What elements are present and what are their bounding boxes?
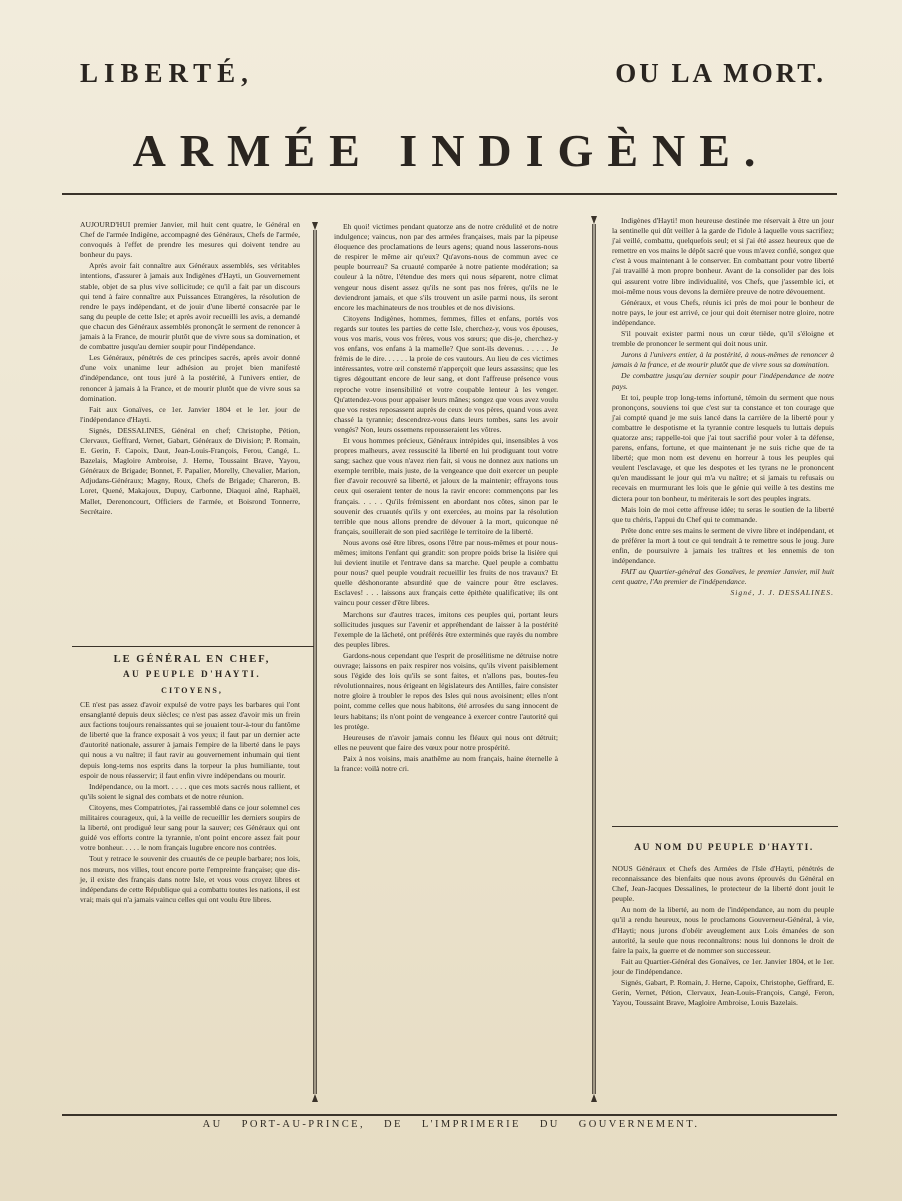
paragraph: Marchons sur d'autres traces, imitons ces peuples qui, portant leurs sollicitudes jusques sur l'avenir et appréhendant de laisser à la postérité l'exemple de la lâcheté, ont préférés être exterminés que rayés du nombre des peuples libres. [334, 609, 558, 649]
column-divider-right [590, 216, 598, 1102]
column-3-acclamation [612, 864, 834, 1009]
paragraph: CE n'est pas assez d'avoir expulsé de votre pays les barbares qui l'ont ensanglanté depuis deux siècles; ce n'est pas assez d'avoir mis un frein aux factions toujours renaissantes qui se jouaient tour-à-tour du fantôme de liberté que la france exposait à vos yeux; il faut par un dernier acte d'autorité nationale, assurer à jamais l'empire de la liberté dans le pays qui nous a vu naître; il faut ravir au gouvernement inhumain qui tient depuis long-tems nos esprits dans la torpeur la plus humiliante, tout espoir de nous réasservir; il faut enfin vivre indépendans ou mourir. [80, 700, 300, 780]
section-rule [72, 646, 314, 647]
section-rule [612, 826, 838, 827]
paragraph: Paix à nos voisins, mais anathême au nom français, haine éternelle à la france: voilà notre cri. [334, 753, 558, 773]
paragraph: AUJOURD'HUI premier Janvier, mil huit cent quatre, le Général en Chef de l'armée Indigène, accompagné des Généraux, Chefs de l'armée, convoqués à l'effet de prendre les mesures qui doivent tendre au bonheur du pays. [80, 220, 300, 260]
dateline: FAIT au Quartier-général des Gonaïves, le premier Janvier, mil huit cent quatre, l'An premier de l'indépendance. [612, 567, 834, 587]
oath-paragraph: Jurons à l'univers entier, à la postérité, à nous-mêmes de renoncer à jamais à la france, et de mourir plutôt que de vivre sous sa domination. [612, 350, 834, 370]
paragraph: Citoyens Indigènes, hommes, femmes, filles et enfans, portés vos regards sur toutes les parties de cette Isle, cherchez-y, vous vos épouses, vous vos maris, vous vos frères, vous vos sœurs; que dis-je, cherchez-y vos enfans, vos enfans à la mamelle? Que sont-ils devenus. . . . . . Je frémis de le dire. . . . . . la proie de ces vautours. Au lieu de ces victimes intéressantes, votre œil consterné n'apperçoit que leurs assassins; que les tigres dégouttant encore de leur sang, et dont l'affreuse présence vous reproche votre insensibilité et votre coupable lenteur à les venger. Qu'attendez-vous pour appaiser leurs mânes; songez que vous avez voulu que vos restes reposassent auprès de ceux de vos pères, quand vous avez chassé la tyrannie; descendrez-vous dans leurs tombes, sans les avoir vengés? Non, leurs ossemens repousseraient les vôtres. [334, 313, 558, 434]
column-3 [612, 216, 834, 599]
imprint-line: AU PORT-AU-PRINCE, DE L'IMPRIMERIE DU GOUVERNEMENT. [202, 1119, 700, 1130]
paragraph: Tout y retrace le souvenir des cruautés de ce peuple barbare; nos lois, nos mœurs, nos villes, tout encore porte l'empreinte française; que dis-je, il existe des français dans notre Isle, et vous vous croyez libres et indépendans de cette République qui a combattu toutes les nations, il est vrai; mais qui n'a jamais vaincu celles qui ont voulu être libres. [80, 854, 300, 904]
paragraph: Prête donc entre ses mains le serment de vivre libre et indépendant, et de préférer la mort à tout ce qui tendrait à te remettre sous le joug. Jure enfin, de poursuivre à jamais les traîtres et les ennemis de ton indépendance. [612, 525, 834, 566]
paragraph: Indépendance, ou la mort. . . . . que ces mots sacrés nous rallient, et qu'ils soient le signal des combats et de notre réunion. [80, 781, 300, 801]
paragraph: Et vous hommes précieux, Généraux intrépides qui, insensibles à vos propres malheurs, avez ressuscité la liberté en lui prodiguant tout votre sang; sachez que vous n'avez rien fait, si vous ne donnez aux nations un exemple terrible, mais juste, de la vengeance que doit exercer un peuple fier d'avoir recouvré sa liberté, et jaloux de la maintenir; effrayons tous ceux qui oseraient tenter de nous la ravir encore: commençons par les français. . . . . Qu'ils frémissent en abordant nos côtes, sinon par le souvenir des cruautés qu'ils y ont exercées, au moins par la résolution terrible que nous allons prendre de dévouer à la mort, quiconque né français, souillerait de son pied sacrilège le territoire de la liberté. [334, 435, 558, 536]
paragraph: Citoyens, mes Compatriotes, j'ai rassemblé dans ce jour solemnel ces militaires courageux, qui, à la veille de recueillir les derniers soupirs de la liberté, ont prodigué leur sang pour la sauver; ces Généraux qui ont guidé vos efforts contre la tyrannie, n'ont point encore assez fait pour votre bonheur. . . . . le nom français lugubre encore nos contrées. [80, 802, 300, 853]
paragraph: Mais loin de moi cette affreuse idée; tu seras le soutien de la liberté que tu chéris, l'appui du Chef qui te commande. [612, 504, 834, 524]
oath-paragraph: De combattre jusqu'au dernier soupir pour l'indépendance de notre pays. [612, 371, 834, 391]
paragraph: Gardons-nous cependant que l'esprit de prosélitisme ne détruise notre ouvrage; laissons en paix respirer nos voisins, qu'ils vivent paisiblement sous l'égide des lois qu'ils se sont faites, et n'allons pas, boutes-feu révolutionnaires, nous érigeant en législateurs des Antilles, faire consister notre gloire à troubler le repos des Isles qui nous avoisinent; elles n'ont point, comme celles que nous habitons, été arrosées du sang innocent de leurs habitans; ils n'ont point de vengeance à exercer contre l'autorité qui les protège. [334, 650, 558, 731]
paragraph: Et toi, peuple trop long-tems infortuné, témoin du serment que nous prononçons, souviens toi que c'est sur ta constance et ton courage que j'ai compté quand je me suis lancé dans la carrière de la liberté pour y combattre le despotisme et la tyrannie contre lesquels tu luttais depuis quatorze ans; rappelle-toi que j'ai tout sacrifié pour voler à ta défense, parens, enfans, fortune, et que maintenant je ne suis riche que de ta liberté; que mon nom est devenu en horreur à tous les peuples qui veulent l'esclavage, et que les despotes et les tyrans ne le prononcent qu'en maudissant le jour qui m'a vu naître; et si jamais tu refusais ou recevais en murmurant les lois que le génie qui veille à tes destins me dictera pour ton bonheur, tu mériterais le sort des peuples ingrats. [612, 392, 834, 503]
header-rule [62, 193, 837, 195]
paragraph: Signés, DESSALINES, Général en chef; Christophe, Pétion, Clervaux, Geffrard, Vernet, Gabart, Généraux de Division; P. Romain, E. Gerin, F. Capoix, Daut, Jean-Louis-François, Ferou, Cangé, L. Bazelais, Magloire Ambroise, J. Herne, Toussaint Brave, Yayou, Généraux de Brigade; Bonnet, F. Papalier, Morelly, Chevalier, Marion, Adjudans-Généraux; Magny, Roux, Chefs de Brigade; Chareron, B. Loret, Quené, Makajoux, Dupuy, Carbonne, Diaquoi aîné, Raphaël, Mallet, Derenoncourt, Officiers de l'armée, et Boisrond Tonnerre, Secrétaire. [80, 425, 300, 516]
paragraph: Fait aux Gonaïves, ce 1er. Janvier 1804 et le 1er. jour de l'indépendance d'Hayti. [80, 404, 300, 424]
paragraph: Fait au Quartier-Général des Gonaïves, ce 1er. Janvier 1804, et le 1er. jour de l'indépendance. [612, 956, 834, 976]
paragraph: S'il pouvait exister parmi nous un cœur tiède, qu'il s'éloigne et tremble de prononcer le serment qui doit nous unir. [612, 329, 834, 349]
paragraph: Généraux, et vous Chefs, réunis ici près de moi pour le bonheur de notre pays, le jour est arrivé, ce jour qui doit éterniser notre gloire, notre indépendance. [612, 297, 834, 327]
paragraph: Au nom de la liberté, au nom de l'indépendance, au nom du peuple qu'il a rendu heureux, nous le proclamons Gouverneur-Général, à vie, d'Hayti; nous jurons d'obéir aveuglement aux Lois émanées de son autorité, la seule que nous reconnaîtrons: nous lui donnons le droit de faire la paix, la guerre et de nommer son successeur. [612, 905, 834, 955]
general-subheading: AU PEUPLE D'HAYTI. [122, 669, 262, 679]
paragraph: Indigènes d'Hayti! mon heureuse destinée me réservait à être un jour la sentinelle qui dût veiller à la garde de l'idole à laquelle vous sacrifiez; j'ai veillé, combattu, quelquefois seul; et si j'ai été assez heureux que de remettre en vos mains le dépôt sacré que vous m'avez confié, songez que c'est à vous maintenant à le conserver. En combattant pour votre liberté j'ai travaillé à mon propre bonheur. Avant de la consolider par des lois qui assurent votre libre individualité, vos Chefs, que j'assemble ici, et moi-même nous vous devons la dernière preuve de notre dévouement. [612, 216, 834, 296]
salutation: CITOYENS, [161, 686, 223, 695]
paragraph: Eh quoi! victimes pendant quatorze ans de notre crédulité et de notre indulgence; vaincus, non par des armées françaises, mais par la pipeuse éloquence des proclamations de leurs agens; quand nous lasserons-nous de respirer le même air qu'eux? Qu'avons-nous de commun avec ce peuple bourreau? Sa cruauté comparée à notre patiente modération; sa couleur à la nôtre, l'étendue des mers qui nous séparent, notre climat vengeur nous disent assez qu'ils ne sont pas nos frères, qu'ils ne le deviendront jamais, et que s'ils trouvent un asile parmi nous, ils seront encore les machinateurs de nos troubles et de nos divisions. [334, 222, 558, 312]
column-2 [334, 222, 558, 775]
general-heading: LE GÉNÉRAL EN CHEF, [113, 654, 271, 665]
motto-liberte: LIBERTÉ, [80, 58, 254, 88]
column-1-proclamation [80, 700, 300, 906]
page-title: ARMÉE INDIGÈNE. [132, 125, 770, 176]
motto-ou-la-mort: OU LA MORT. [615, 58, 826, 88]
paragraph: Heureuses de n'avoir jamais connu les fléaux qui nous ont détruit; elles ne peuvent que faire des vœux pour notre prospérité. [334, 732, 558, 752]
signature-line: Signé, J. J. DESSALINES. [730, 588, 834, 598]
paragraph: Les Généraux, pénétrés de ces principes sacrés, après avoir donné d'une voix unanime leur adhésion au projet bien manifesté d'indépendance, ont tous juré à la postérité, à l'univers entier, de renoncer à jamais à la France, et de mourir plutôt que de vivre sous sa domination. [80, 353, 300, 403]
peuple-heading: AU NOM DU PEUPLE D'HAYTI. [634, 843, 814, 853]
paragraph: Après avoir fait connaître aux Généraux assemblés, ses véritables intentions, d'assurer à jamais aux Indigènes d'Hayti, un Gouvernement stable, objet de sa plus vive sollicitude; ce qu'il a fait par un discours qui tend à faire connaître aux Puissances Etrangères, la résolution de rendre le pays indépendant, et de jouir d'une liberté consacrée par le sang du peuple de cette Isle; et après avoir recueilli les avis, a demandé que chacun des Généraux assemblés prononçât le serment de renoncer à jamais à la France, de mourir plutôt que de vivre sous sa domination, et de combattre jusqu'au dernier soupir pour l'indépendance. [80, 261, 300, 352]
paragraph: Nous avons osé être libres, osons l'être par nous-mêmes et pour nous-mêmes; imitons l'enfant qui grandit: son propre poids brise la lisière qui lui devient inutile et l'entrave dans sa marche. Quel peuple a combattu pour nous? quel peuple voudrait recueillir les fruits de nos travaux? Et quelle déshonorante absurdité que de vaincre pour être esclaves. Esclaves! . . . laissons aux français cette épithète qualificative; ils ont vaincu pour cesser d'être libres. [334, 537, 558, 608]
paragraph: NOUS Généraux et Chefs des Armées de l'Isle d'Hayti, pénétrés de reconnaissance des bienfaits que nous avons éprouvés du Général en Chef, Jean-Jacques Dessalines, le protecteur de la liberté dont jouit le peuple. [612, 864, 834, 904]
column-divider-left [311, 222, 319, 1102]
paragraph: Signés, Gabart, P. Romain, J. Herne, Capoix, Christophe, Geffrard, E. Gerin, Vernet, Pétion, Clervaux, Jean-Louis-François, Cangé, Feron, Yayou, Toussaint Brave, Magloire Ambroise, Louis Bazelais. [612, 978, 834, 1008]
footer-rule [62, 1114, 837, 1116]
column-1 [80, 220, 300, 518]
